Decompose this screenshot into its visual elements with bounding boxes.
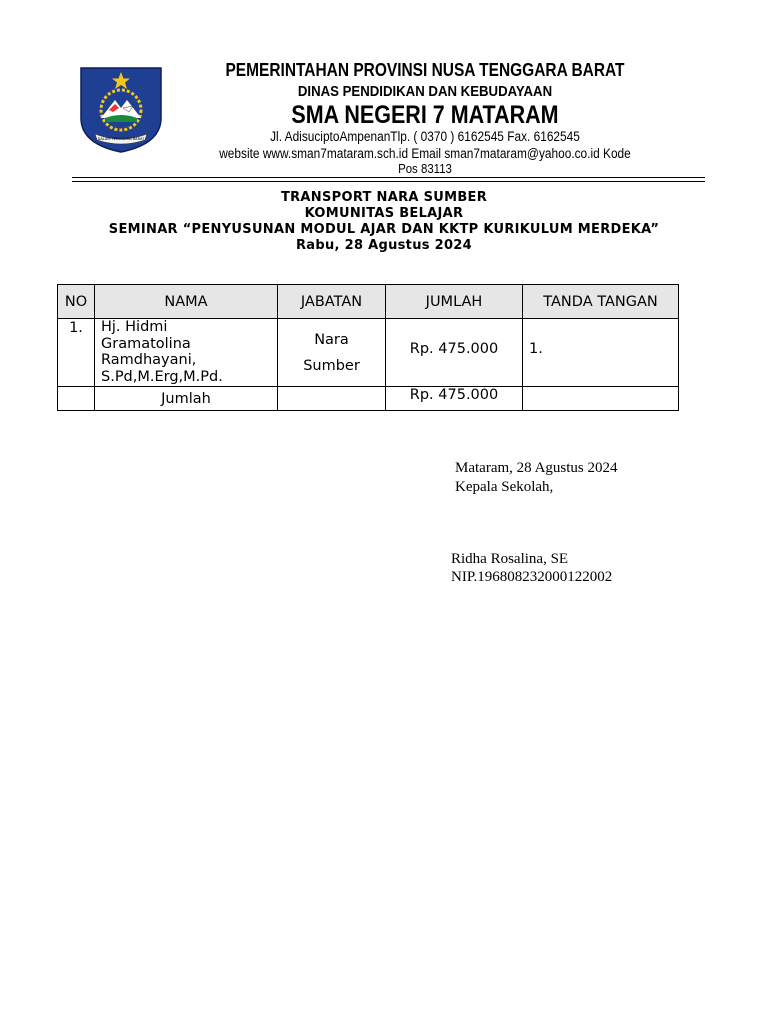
school-contact: website www.sman7mataram.sch.id Email sman7mataram@yahoo.co.id Kode: [219, 146, 631, 161]
total-signature-cell: [523, 387, 679, 411]
jabatan-line: Sumber: [303, 357, 360, 374]
jabatan-line: Nara: [314, 331, 349, 348]
row-jabatan: [278, 319, 386, 387]
table-total-row: [58, 387, 679, 411]
government-name: PEMERINTAHAN PROVINSI NUSA TENGGARA BARAT: [225, 60, 625, 80]
nama-line: Hj. Hidmi: [101, 319, 168, 335]
logo-ribbon-text: DALAM TENGGARA BARAT: [97, 137, 145, 141]
row-no: 1.: [58, 319, 95, 387]
header-nama: NAMA: [95, 285, 278, 319]
signatory-nip: NIP.196808232000122002: [451, 569, 613, 585]
total-label: Jumlah: [95, 387, 278, 411]
total-no-cell: [58, 387, 95, 411]
row-jumlah: Rp. 475.000: [386, 319, 523, 387]
document-subtitle: KOMUNITAS BELAJAR: [304, 206, 464, 221]
school-postal-code: Pos 83113: [398, 161, 452, 176]
signatory-position: Kepala Sekolah,: [455, 479, 554, 495]
header-jabatan: JABATAN: [278, 285, 386, 319]
header-jumlah: JUMLAH: [386, 285, 523, 319]
table-row: [58, 319, 679, 387]
document-title: TRANSPORT NARA SUMBER: [280, 190, 488, 205]
school-name: SMA NEGERI 7 MATARAM: [291, 101, 559, 129]
row-tanda-tangan: 1.: [523, 319, 679, 387]
letterhead-divider-bottom: [72, 181, 705, 182]
total-jabatan-cell: [278, 387, 386, 411]
nama-line: S.Pd,M.Erg,M.Pd.: [101, 368, 223, 385]
header-no: NO: [58, 285, 95, 319]
signatory-name: Ridha Rosalina, SE: [451, 551, 569, 567]
seminar-title: SEMINAR “PENYUSUNAN MODUL AJAR DAN KKTP KURIKULUM MERDEKA”: [108, 222, 660, 237]
total-value: Rp. 475.000: [386, 387, 523, 411]
school-address: Jl. AdisuciptoAmpenanTlp. ( 0370 ) 6162545 Fax. 6162545: [270, 129, 580, 144]
department-name: DINAS PENDIDIKAN DAN KEBUDAYAAN: [297, 83, 553, 100]
nama-line: Gramatolina: [101, 335, 191, 352]
place-date: Mataram, 28 Agustus 2024: [455, 460, 618, 476]
table-header-row: [58, 285, 679, 319]
province-logo: [79, 66, 163, 154]
event-date: Rabu, 28 Agustus 2024: [296, 238, 472, 253]
letterhead-divider-top: [72, 177, 705, 178]
header-tanda-tangan: TANDA TANGAN: [523, 285, 679, 319]
payment-table: [57, 284, 679, 411]
nama-line: Ramdhayani,: [101, 352, 197, 368]
row-nama: [95, 319, 278, 387]
